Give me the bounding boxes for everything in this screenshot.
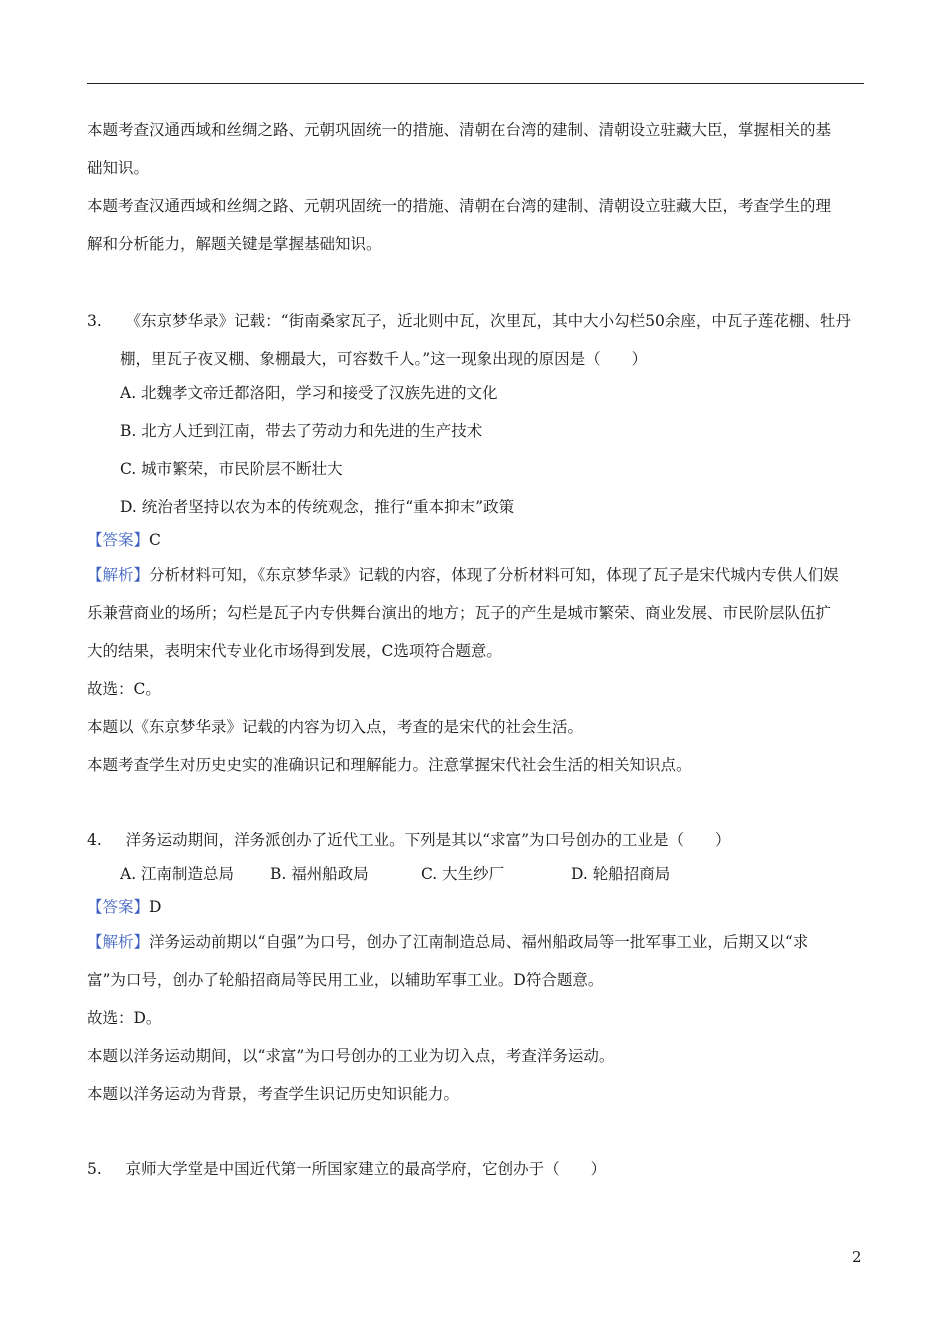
choose-line: 故选：C。: [87, 680, 161, 698]
answer-line: [87, 895, 161, 917]
summary-line: 本题考查汉通西域和丝绸之路、元朝巩固统一的措施、清朝在台湾的建制、清朝设立驻藏大臣，考查学生的理: [87, 197, 832, 215]
analysis-text: 分析材料可知，《东京梦华录》记载的内容，体现了分析材料可知，体现了瓦子是宋代城内专供人们娱: [149, 566, 839, 584]
option-b: B. 福州船政局: [270, 865, 369, 883]
question-5-stem: [87, 1157, 606, 1179]
answer-tag: 【答案】: [87, 898, 150, 916]
note-line: 本题以《东京梦华录》记载的内容为切入点，考查的是宋代的社会生活。: [87, 718, 584, 736]
analysis-line: [87, 930, 808, 952]
option-a: A. 江南制造总局: [120, 865, 235, 883]
summary-line: 础知识。: [87, 159, 150, 177]
analysis-tag: 【解析】: [87, 566, 150, 584]
analysis-text: 洋务运动前期以“自强”为口号，创办了江南制造总局、福州船政局等一批军事工业，后期又以“求: [149, 933, 809, 951]
option-c: C. 城市繁荣，市民阶层不断壮大: [120, 460, 343, 478]
note-line: 本题以洋务运动期间，以“求富”为口号创办的工业为切入点，考查洋务运动。: [87, 1047, 615, 1065]
answer-value: D: [149, 898, 162, 916]
analysis-line: 大的结果，表明宋代专业化市场得到发展，C选项符合题意。: [87, 642, 502, 660]
question-3-stem: [87, 309, 851, 331]
option-d: D. 轮船招商局: [571, 865, 671, 883]
question-number: 4.: [87, 831, 102, 849]
question-number: 3.: [87, 312, 102, 330]
answer-tag: 【答案】: [87, 531, 150, 549]
summary-line: 本题考查汉通西域和丝绸之路、元朝巩固统一的措施、清朝在台湾的建制、清朝设立驻藏大臣，掌握相关的基: [87, 121, 832, 139]
question-3-stem-cont: 棚，里瓦子夜叉棚、象棚最大，可容数千人。”这一现象出现的原因是（ ）: [120, 350, 648, 368]
summary-line: 解和分析能力，解题关键是掌握基础知识。: [87, 235, 382, 253]
choose-line: 故选：D。: [87, 1009, 162, 1027]
option-d: D. 统治者坚持以农为本的传统观念，推行“重本抑末”政策: [120, 498, 515, 516]
question-number: 5.: [87, 1160, 102, 1178]
page-number: 2: [852, 1248, 862, 1266]
analysis-line: [87, 563, 839, 585]
answer-value: C: [149, 531, 161, 549]
analysis-line: 乐兼营商业的场所；勾栏是瓦子内专供舞台演出的地方；瓦子的产生是城市繁荣、商业发展、市民阶层队伍扩: [87, 604, 832, 622]
question-4-stem: [87, 828, 731, 850]
answer-line: [87, 528, 161, 550]
analysis-tag: 【解析】: [87, 933, 150, 951]
analysis-line: 富”为口号，创办了轮船招商局等民用工业，以辅助军事工业。D符合题意。: [87, 971, 604, 989]
note-line: 本题考查学生对历史史实的准确识记和理解能力。注意掌握宋代社会生活的相关知识点。: [87, 756, 692, 774]
question-text: 《东京梦华录》记载：“街南桑家瓦子，近北则中瓦，次里瓦，其中大小勾栏50余座，中瓦子莲花棚、牡丹: [125, 312, 851, 330]
option-a: A. 北魏孝文帝迁都洛阳，学习和接受了汉族先进的文化: [120, 384, 498, 402]
question-text: 洋务运动期间，洋务派创办了近代工业。下列是其以“求富”为口号创办的工业是（ ）: [125, 831, 731, 849]
header-rule: [87, 83, 864, 84]
option-b: B. 北方人迁到江南，带去了劳动力和先进的生产技术: [120, 422, 483, 440]
question-text: 京师大学堂是中国近代第一所国家建立的最高学府，它创办于（ ）: [125, 1160, 607, 1178]
option-c: C. 大生纱厂: [421, 865, 505, 883]
note-line: 本题以洋务运动为背景，考查学生识记历史知识能力。: [87, 1085, 460, 1103]
